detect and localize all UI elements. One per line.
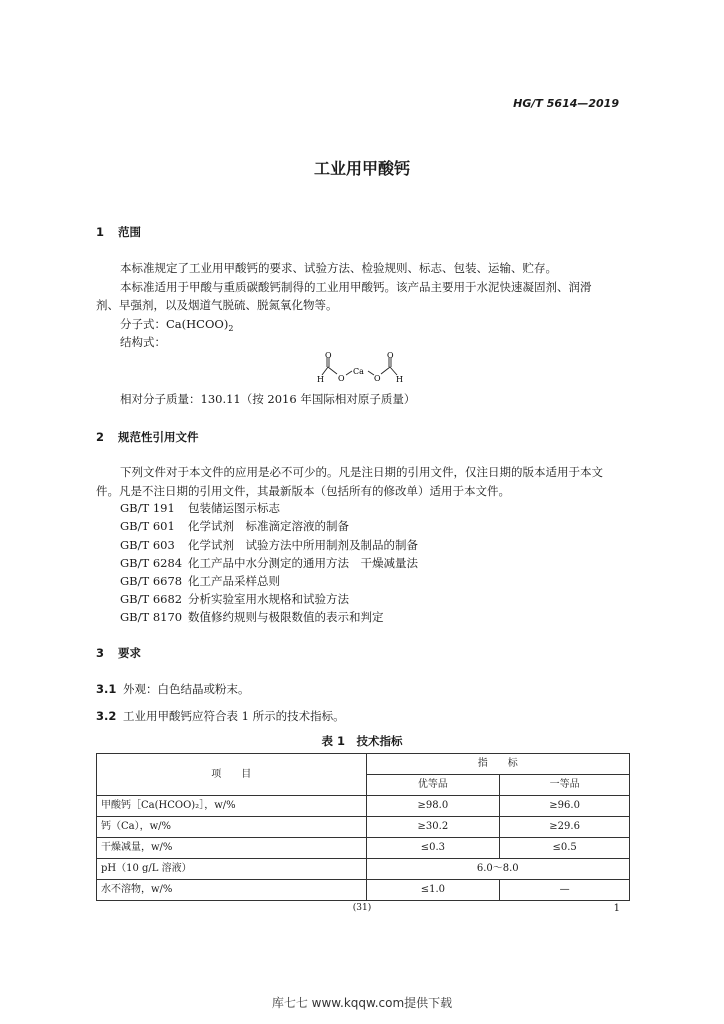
table-row [97,838,630,859]
relative-molecular-mass: 相对分子质量：130.11（按 2016 年国际相对原子质量） [120,392,416,406]
reference-item [120,612,384,624]
table-header-row [97,754,630,775]
download-watermark: 库七七 www.kqqw.com提供下载 [271,996,453,1010]
row-value-first: — [500,880,630,901]
row-value-merged: 6.0～8.0 [366,859,630,880]
table-row [97,880,630,901]
clause-3-1-text: 外观：白色结晶或粉末。 [123,682,250,696]
technical-index-table [96,753,630,901]
section-2-number: 2 [96,430,105,444]
references-intro-line-1: 下列文件对于本文件的应用是必不可少的。凡是注日期的引用文件，仅注日期的版本适用于本文 [120,465,603,479]
reference-code: GB/T 601 [120,519,175,533]
row-value-first: ≥29.6 [500,817,630,838]
molecular-formula-subscript: 2 [228,324,234,333]
reference-code: GB/T 6682 [120,592,183,606]
structural-formula-diagram [310,350,410,388]
index-header: 指 标 [366,754,630,775]
page-number-center: (31) [352,903,372,913]
section-3-heading [96,648,141,660]
atom-h-1: H [317,375,324,384]
reference-title: 分析实验室用水规格和试验方法 [188,592,349,606]
reference-code: GB/T 191 [120,501,175,515]
reference-title: 化工产品采样总则 [188,574,280,588]
reference-code: GB/T 6284 [120,556,183,570]
section-3-title: 要求 [118,646,141,660]
section-1-heading [96,227,141,239]
reference-title: 化学试剂 标准滴定溶液的制备 [188,519,349,533]
row-value-superior: ≥98.0 [366,796,500,817]
standard-code: HG/T 5614—2019 [513,97,619,110]
row-value-superior: ≤0.3 [366,838,500,859]
row-value-superior: ≤1.0 [366,880,500,901]
row-item: pH（10 g/L 溶液） [97,859,367,880]
reference-item [120,558,418,570]
structural-formula-label: 结构式： [120,335,166,349]
clause-3-2-number: 3.2 [96,709,117,723]
row-value-first: ≤0.5 [500,838,630,859]
reference-code: GB/T 8170 [120,610,183,624]
reference-title: 化工产品中水分测定的通用方法 干燥减量法 [188,556,418,570]
table-row [97,817,630,838]
scope-paragraph-2-line-1: 本标准适用于甲酸与重质碳酸钙制得的工业用甲酸钙。该产品主要用于水泥快速凝固剂、润滑 [120,280,592,294]
atom-h-2: H [396,375,403,384]
atom-o-4: O [387,351,394,360]
atom-o-2: O [338,374,345,383]
item-header: 项 目 [97,754,367,796]
reference-title: 化学试剂 试验方法中所用制剂及制品的制备 [188,538,418,552]
section-1-number: 1 [96,225,105,239]
clause-3-1 [96,684,250,696]
reference-code: GB/T 603 [120,538,175,552]
reference-item [120,576,280,588]
row-item: 水不溶物，w/% [97,880,367,901]
atom-o-3: O [374,374,381,383]
molecular-formula-label: 分子式： [120,317,166,331]
atom-o-1: O [325,351,332,360]
clause-3-1-number: 3.1 [96,682,117,696]
reference-item [120,503,280,515]
reference-item [120,540,418,552]
grade-superior-header: 优等品 [366,775,500,796]
molecular-formula-main: Ca(HCOO) [166,317,229,331]
page-number-right: 1 [613,903,620,914]
row-value-superior: ≥30.2 [366,817,500,838]
reference-item [120,594,349,606]
row-item: 甲酸钙［Ca(HCOO)₂］，w/% [97,796,367,817]
grade-first-header: 一等品 [500,775,630,796]
reference-title: 包装储运图示标志 [188,501,280,515]
scope-paragraph-1: 本标准规定了工业用甲酸钙的要求、试验方法、检验规则、标志、包装、运输、贮存。 [120,261,557,275]
reference-title: 数值修约规则与极限数值的表示和判定 [188,610,384,624]
clause-3-2-text: 工业用甲酸钙应符合表 1 所示的技术指标。 [123,709,345,723]
atom-ca: Ca [353,367,364,376]
reference-code: GB/T 6678 [120,574,183,588]
row-item: 钙（Ca），w/% [97,817,367,838]
clause-3-2 [96,711,345,723]
section-2-heading [96,432,199,444]
molecular-formula [120,319,233,331]
document-title: 工业用甲酸钙 [313,159,410,178]
references-intro-line-2: 件。凡是不注日期的引用文件，其最新版本（包括所有的修改单）适用于本文件。 [96,484,510,498]
section-2-title: 规范性引用文件 [118,430,199,444]
table-caption: 表 1 技术指标 [321,734,403,748]
table-row [97,796,630,817]
section-1-title: 范围 [118,225,141,239]
row-item: 干燥减量，w/% [97,838,367,859]
reference-item [120,521,349,533]
scope-paragraph-2-line-2: 剂、早强剂，以及烟道气脱硫、脱氮氧化物等。 [96,298,338,312]
section-3-number: 3 [96,646,105,660]
row-value-first: ≥96.0 [500,796,630,817]
table-row [97,859,630,880]
